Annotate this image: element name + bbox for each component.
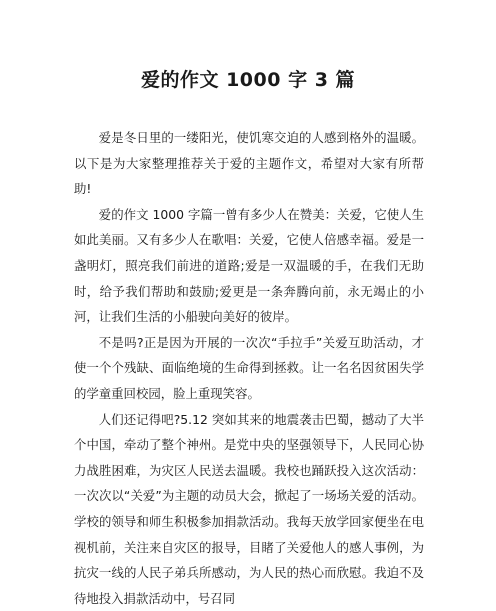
- paragraph-hand-in-hand: 不是吗?正是因为开展的一次次“手拉手”关爱互助活动，才使一个个残缺、面临绝境的生命得到拯救。让一名名因贫困失学的学童重回校园，脸上重现笑容。: [74, 334, 424, 401]
- paragraph-intro: 爱是冬日里的一缕阳光，使饥寒交迫的人感到格外的温暖。以下是为大家整理推荐关于爱的主题作文，希望对大家有所帮助!: [74, 130, 424, 197]
- paragraph-earthquake: 人们还记得吧?5.12 突如其来的地震袭击巴蜀，撼动了大半个中国，牵动了整个神州。是党中央的坚强领导下，人民同心协力战胜困难，为灾区人民送去温暖。我校也踊跃投入这次活动：一次次以“关爱”为主题的动员大会，掀起了一场场关爱的活动。学校的领导和师生积极参加捐款活动。我每天放学回家便坐在电视机前，关注来自灾区的报导，目睹了关爱他人的感人事例，为抗灾一线的人民子弟兵所感动，为人民的热心而欣慰。我迫不及待地投入捐款活动中，号召同: [74, 411, 424, 606]
- document-title: 爱的作文 1000 字 3 篇: [140, 69, 356, 91]
- document-body: [74, 125, 424, 611]
- paragraph-essay-one: 爱的作文 1000 字篇一曾有多少人在赞美：关爱，它使人生如此美丽。又有多少人在歌唱：关爱，它使人倍感幸福。爱是一盏明灯，照亮我们前进的道路;爱是一双温暖的手，在我们无助时，给予我们帮助和鼓励;爱更是一条奔腾向前，永无竭止的小河，让我们生活的小船驶向美好的彼岸。: [74, 206, 424, 325]
